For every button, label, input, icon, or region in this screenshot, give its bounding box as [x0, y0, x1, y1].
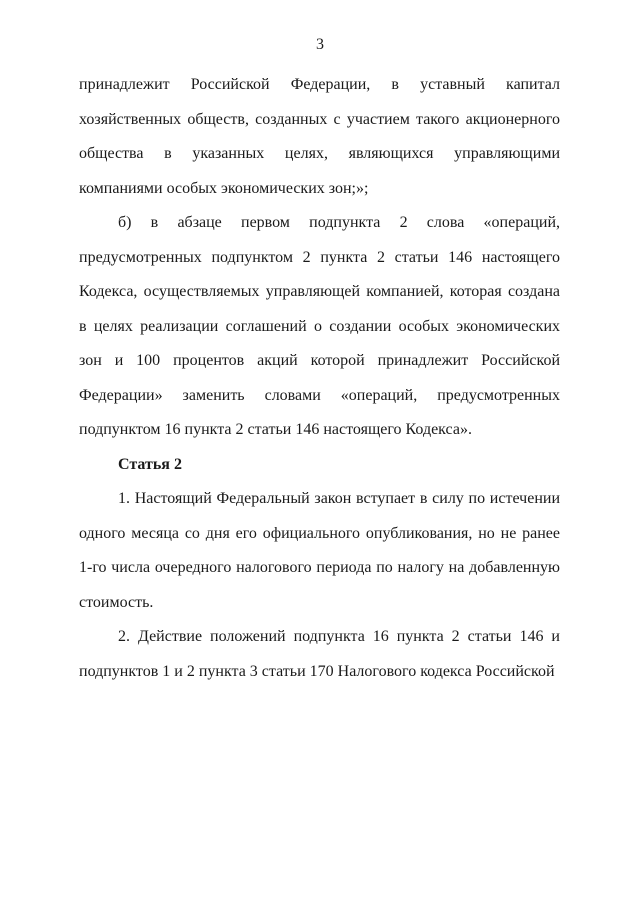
page-number: 3: [316, 36, 324, 53]
paragraph-article2-item2: 2. Действие положений подпункта 16 пункта 2 статьи 146 и подпунктов 1 и 2 пункта 3 статьи 170 Налогового кодекса Российской: [79, 628, 560, 680]
article-heading: Статья 2: [118, 455, 182, 473]
paragraph-continuation: принадлежит Российской Федерации, в уставный капитал хозяйственных обществ, созданных с участием такого акционерного общества в указанных целях, являющихся управляющими компаниями особых экономических зон;»;: [79, 76, 560, 197]
document-body: [79, 68, 560, 689]
paragraph-article2-item1: 1. Настоящий Федеральный закон вступает в силу по истечении одного месяца со дня его официального опубликования, но не ранее 1-го числа очередного налогового периода по налогу на добавленную стоимость.: [79, 490, 560, 611]
paragraph-amendment-b: б) в абзаце первом подпункта 2 слова «операций, предусмотренных подпунктом 2 пункта 2 статьи 146 настоящего Кодекса, осуществляемых управляющей компанией, которая создана в целях реализации соглашений о создании особых экономических зон и 100 процентов акций которой принадлежит Российской Федерации» заменить словами «операций, предусмотренных подпунктом 16 пункта 2 статьи 146 настоящего Кодекса».: [79, 214, 560, 438]
